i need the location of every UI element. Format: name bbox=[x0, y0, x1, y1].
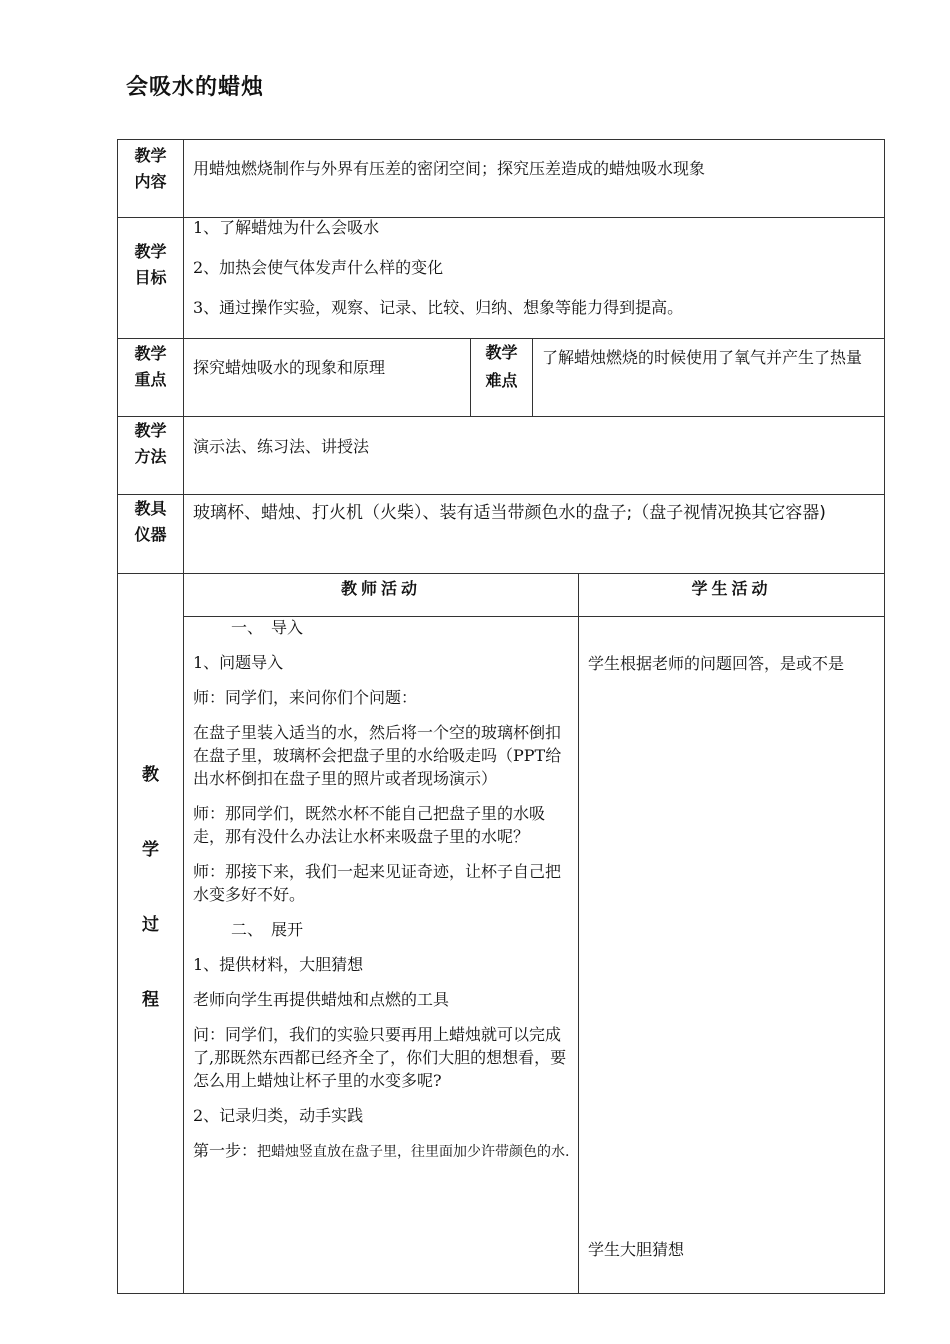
section-heading: 一、 导入 bbox=[231, 618, 304, 637]
label-line: 内容 bbox=[134, 172, 167, 191]
label-line: 教学 bbox=[134, 344, 167, 363]
label-line: 重点 bbox=[134, 370, 167, 389]
student-answer-2: 学生大胆猜想 bbox=[588, 1240, 685, 1259]
label-line: 目标 bbox=[134, 268, 167, 287]
label-difficulty bbox=[471, 339, 532, 395]
label-process bbox=[118, 760, 183, 1060]
step-text: 把蜡烛竖直放在盘子里，往里面加少许带颜色的水. bbox=[257, 1144, 570, 1160]
paragraph: 问：同学们，我们的实验只要再用上蜡烛就可以完成了,那既然东西都已经齐全了，你们大胆的想想看，要怎么用上蜡烛让杯子里的水变多呢? bbox=[193, 1025, 567, 1090]
student-answer-1: 学生根据老师的问题回答，是或不是 bbox=[588, 654, 845, 673]
step: 2、记录归类，动手实践 bbox=[193, 1106, 364, 1125]
paragraph: 师：那接下来，我们一起来见证奇迹，让杯子自己把水变多好不好。 bbox=[193, 862, 562, 904]
process-label-char: 教 bbox=[142, 765, 159, 785]
paragraph: 在盘子里装入适当的水，然后将一个空的玻璃杯倒扣在盘子里，玻璃杯会把盘子里的水给吸走吗（PPT给出水杯倒扣在盘子里的照片或者现场演示） bbox=[193, 723, 562, 788]
process-label-char: 学 bbox=[142, 840, 159, 860]
content-value: 用蜡烛燃烧制作与外界有压差的密闭空间；探究压差造成的蜡烛吸水现象 bbox=[193, 159, 706, 178]
label-focus bbox=[118, 341, 183, 393]
label-line: 教学 bbox=[134, 242, 167, 261]
tools-value: 玻璃杯、蜡烛、打火机（火柴）、装有适当带颜色水的盘子;（盘子视情况换其它容器) bbox=[193, 503, 826, 523]
label-line: 难点 bbox=[485, 371, 518, 390]
label-line: 教学 bbox=[485, 343, 518, 362]
label-line: 教学 bbox=[134, 421, 167, 440]
label-line: 仪器 bbox=[134, 525, 167, 544]
method-value: 演示法、练习法、讲授法 bbox=[193, 437, 370, 456]
process-label-char: 程 bbox=[142, 990, 159, 1010]
label-line: 方法 bbox=[134, 447, 167, 466]
label-tools bbox=[118, 496, 183, 548]
paragraph: 师：那同学们，既然水杯不能自己把盘子里的水吸走，那有没什么办法让水杯来吸盘子里的水呢？ bbox=[193, 804, 546, 846]
student-activity-header: 学生活动 bbox=[691, 579, 772, 598]
label-method bbox=[118, 418, 183, 470]
label-goals bbox=[118, 239, 183, 291]
step: 1、问题导入 bbox=[193, 653, 284, 672]
goal-item: 3、通过操作实验，观察、记录、比较、归纳、想象等能力得到提高。 bbox=[193, 298, 684, 317]
paragraph bbox=[193, 1139, 571, 1164]
teacher-activity-header: 教师活动 bbox=[340, 579, 421, 598]
label-content bbox=[118, 143, 183, 195]
paragraph: 老师向学生再提供蜡烛和点燃的工具 bbox=[193, 990, 450, 1009]
step-label: 第一步： bbox=[193, 1141, 258, 1160]
goal-item: 2、加热会使气体发声什么样的变化 bbox=[193, 258, 444, 277]
section-heading: 二、 展开 bbox=[231, 920, 304, 939]
goals-list bbox=[193, 216, 873, 336]
difficulty-value: 了解蜡烛燃烧的时候使用了氧气并产生了热量 bbox=[542, 348, 863, 367]
process-label-char: 过 bbox=[142, 915, 159, 935]
teacher-activity bbox=[193, 616, 571, 1176]
label-line: 教学 bbox=[134, 146, 167, 165]
page-title: 会吸水的蜡烛 bbox=[126, 75, 265, 100]
label-line: 教具 bbox=[134, 499, 167, 518]
goal-item: 1、了解蜡烛为什么会吸水 bbox=[193, 218, 380, 237]
step: 1、提供材料，大胆猜想 bbox=[193, 955, 364, 974]
paragraph: 师：同学们，来问你们个问题： bbox=[193, 688, 418, 707]
focus-value: 探究蜡烛吸水的现象和原理 bbox=[193, 358, 386, 377]
